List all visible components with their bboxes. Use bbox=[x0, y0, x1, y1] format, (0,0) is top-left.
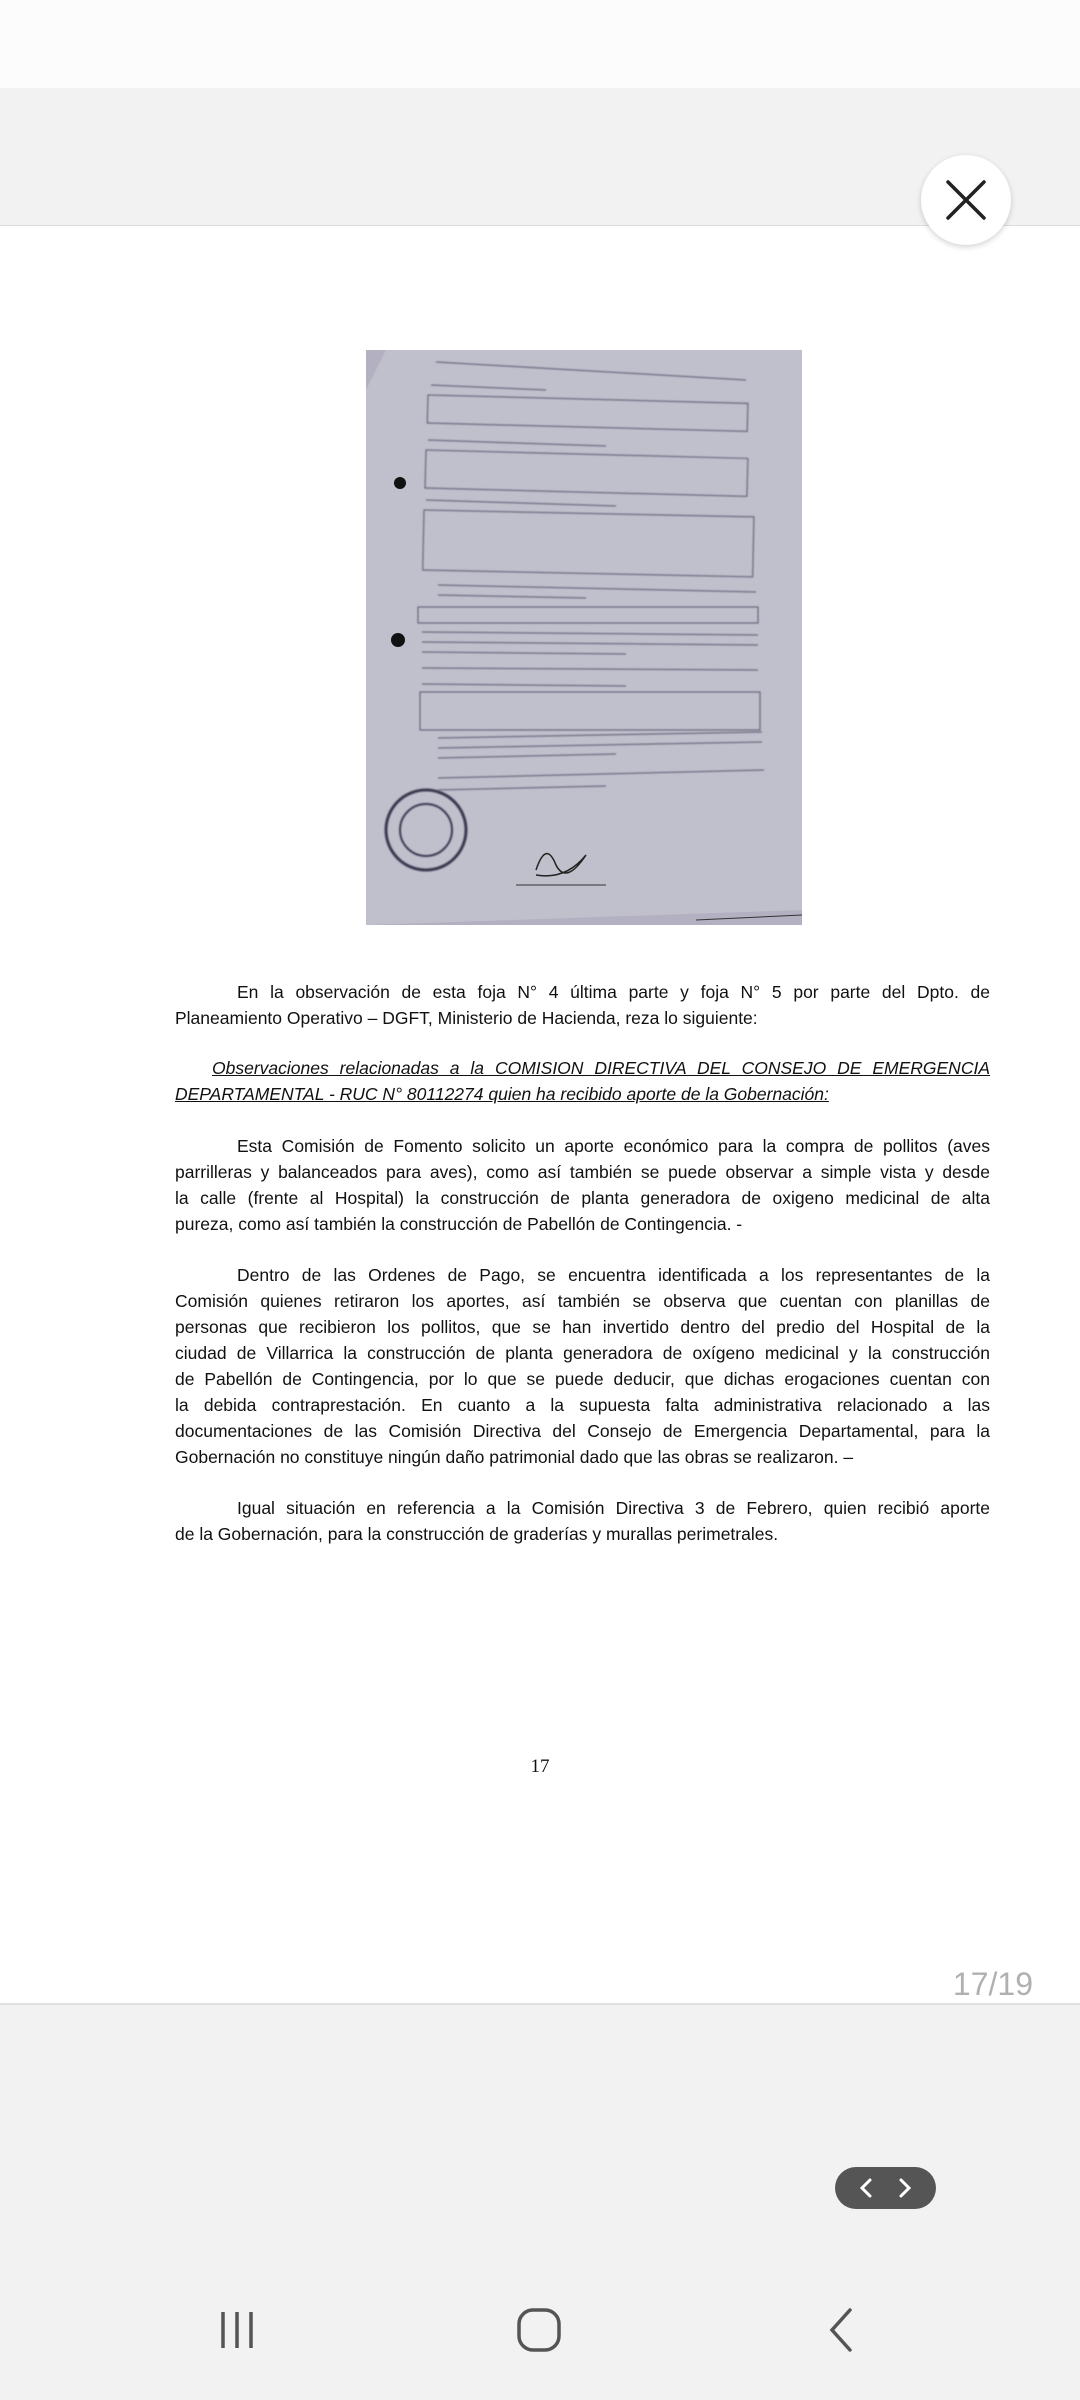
recents-icon bbox=[215, 2308, 259, 2352]
document-page[interactable] bbox=[0, 225, 1080, 2005]
text-line: Dentro de las Ordenes de Pago, se encuentra identificada a los representantes de la bbox=[237, 1265, 990, 1285]
close-icon bbox=[944, 178, 988, 222]
back-icon bbox=[822, 2306, 862, 2354]
text-line: Planeamiento Operativo – DGFT, Ministerio de Hacienda, reza lo siguiente: bbox=[175, 1008, 758, 1028]
chevron-left-icon[interactable] bbox=[856, 2177, 876, 2199]
text-line: En la observación de esta foja N° 4 última parte y foja N° 5 por parte del Dpto. de bbox=[237, 982, 990, 1002]
page-number: 17 bbox=[530, 1756, 550, 1777]
home-button[interactable] bbox=[499, 2300, 579, 2360]
text-line: la calle (frente al Hospital) la construcción de planta generadora de oxigeno medicinal de alta bbox=[175, 1188, 990, 1208]
scanned-document-photo bbox=[366, 350, 802, 925]
text-line: DEPARTAMENTAL - RUC N° 80112274 quien ha recibido aporte de la Gobernación: bbox=[175, 1084, 829, 1104]
text-line: personas que recibieron los pollitos, que se han invertido dentro del predio del Hospital de la bbox=[175, 1317, 990, 1337]
paragraph-ordenes-pago bbox=[175, 1262, 990, 1470]
system-navigation-bar bbox=[0, 2260, 1080, 2400]
section-heading bbox=[175, 1055, 990, 1107]
paragraph-3-de-febrero bbox=[175, 1495, 990, 1547]
chevron-right-icon[interactable] bbox=[895, 2177, 915, 2199]
recents-button[interactable] bbox=[197, 2300, 277, 2360]
text-line: parrilleras y balanceados para aves), como así también se puede observar a simple vista y desde bbox=[175, 1162, 990, 1182]
paragraph-intro bbox=[175, 979, 990, 1031]
back-button[interactable] bbox=[802, 2300, 882, 2360]
paragraph-fomento bbox=[175, 1133, 990, 1237]
text-line: documentaciones de las Comisión Directiva del Consejo de Emergencia Departamental, para la bbox=[175, 1421, 990, 1441]
text-line: de la Gobernación, para la construcción de graderías y murallas perimetrales. bbox=[175, 1524, 779, 1544]
status-bar bbox=[0, 0, 1080, 88]
viewer-toolbar bbox=[0, 88, 1080, 225]
text-line: Gobernación no constituye ningún daño patrimonial dado que las obras se realizaron. – bbox=[175, 1447, 854, 1467]
text-line: pureza, como así también la construcción de Pabellón de Contingencia. - bbox=[175, 1214, 743, 1234]
page-counter: 17/19 bbox=[952, 1966, 1033, 2002]
text-line: Comisión quienes retiraron los aportes, así también se observa que cuentan con planillas de bbox=[175, 1291, 990, 1311]
text-line: ciudad de Villarrica la construcción de planta generadora de oxígeno medicinal y la construcción bbox=[175, 1343, 990, 1363]
close-button[interactable] bbox=[921, 155, 1011, 245]
text-line: de Pabellón de Contingencia, por lo que se puede deducir, que dichas erogaciones cuentan con bbox=[175, 1369, 990, 1389]
text-line: la debida contraprestación. En cuanto a la supuesta falta administrativa relacionado a las bbox=[175, 1395, 990, 1415]
page-navigation bbox=[835, 2167, 936, 2209]
home-icon bbox=[515, 2306, 563, 2354]
text-line: Observaciones relacionadas a la COMISION DIRECTIVA DEL CONSEJO DE EMERGENCIA bbox=[212, 1058, 990, 1078]
text-line: Esta Comisión de Fomento solicito un aporte económico para la compra de pollitos (aves bbox=[237, 1136, 990, 1156]
text-line: Igual situación en referencia a la Comisión Directiva 3 de Febrero, quien recibió aporte bbox=[237, 1498, 990, 1518]
